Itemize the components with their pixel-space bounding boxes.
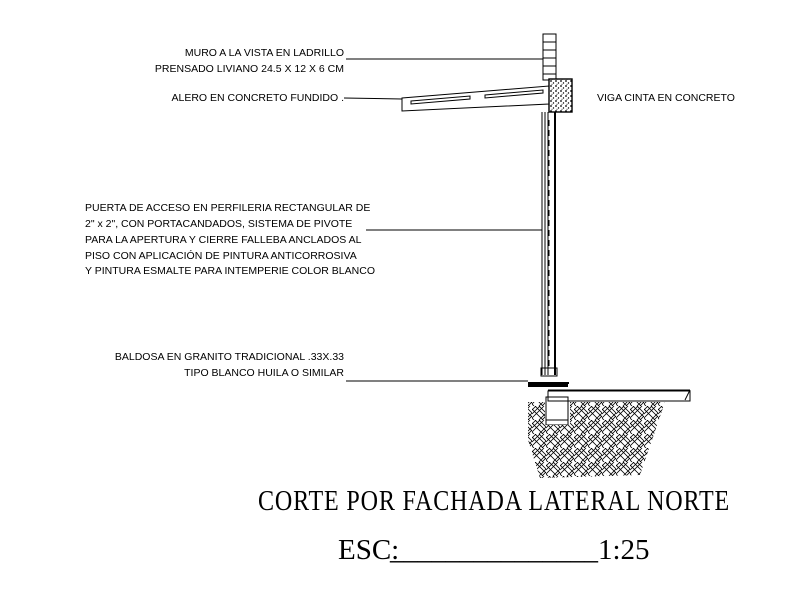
earth-fill [528, 402, 665, 478]
scale-blank: _______________ [389, 534, 599, 566]
drawing-title: CORTE POR FACHADA LATERAL NORTE [258, 485, 730, 517]
concrete-eave [402, 86, 549, 111]
concrete-beam [549, 79, 572, 112]
label-muro-2: PRENSADO LIVIANO 24.5 X 12 X 6 CM [154, 63, 344, 75]
leader-lines [344, 59, 543, 381]
floor-slab [528, 383, 690, 401]
door-profile [541, 112, 557, 376]
label-alero: ALERO EN CONCRETO FUNDIDO . [171, 92, 344, 104]
label-puerta-1: PUERTA DE ACCESO EN PERFILERIA RECTANGULAR DE [85, 202, 371, 214]
label-puerta-3: PARA LA APERTURA Y CIERRE FALLEBA ANCLADOS AL [85, 234, 362, 246]
label-puerta-2: 2" x 2", CON PORTACANDADOS, SISTEMA DE PIVOTE [85, 218, 353, 230]
brick-wall [543, 34, 556, 80]
label-puerta-5: Y PINTURA ESMALTE PARA INTEMPERIE COLOR BLANCO [85, 265, 375, 277]
label-viga: VIGA CINTA EN CONCRETO [597, 92, 735, 104]
scale-prefix: ESC: [338, 534, 400, 566]
scale-value: 1:25 [598, 534, 650, 566]
label-muro-1: MURO A LA VISTA EN LADRILLO [184, 47, 344, 59]
label-baldosa-2: TIPO BLANCO HUILA O SIMILAR [184, 367, 344, 379]
label-puerta-4: PISO CON APLICACIÓN DE PINTURA ANTICORROSIVA [85, 250, 357, 262]
label-baldosa-1: BALDOSA EN GRANITO TRADICIONAL .33X.33 [114, 351, 344, 363]
